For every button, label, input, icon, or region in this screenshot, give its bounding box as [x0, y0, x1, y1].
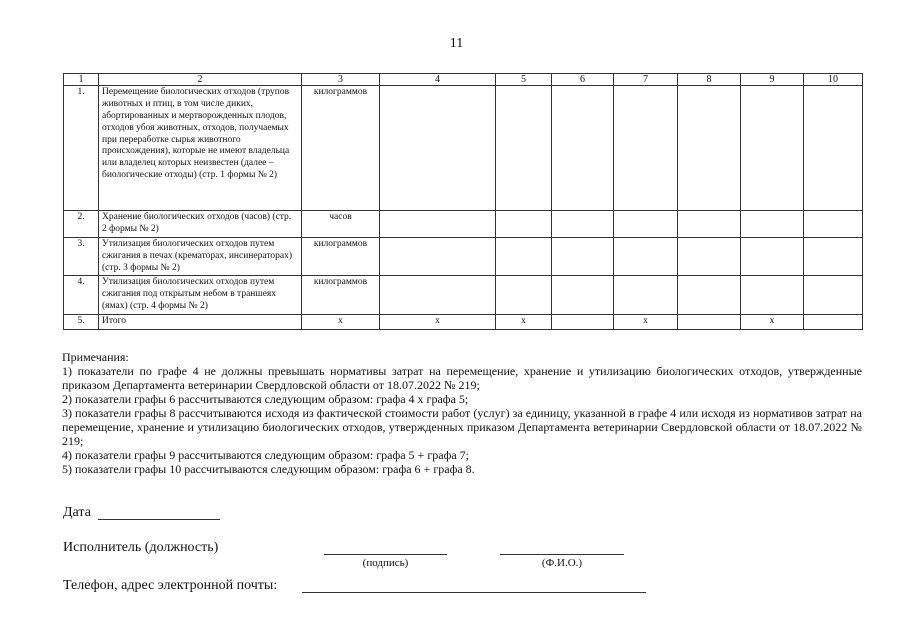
table-cell — [552, 276, 614, 315]
table-cell — [804, 315, 863, 330]
row-number: 5. — [64, 315, 99, 330]
table-cell — [614, 86, 678, 211]
note-item: 4) показатели графы 9 рассчитываются следующим образом: графа 5 + графа 7; — [62, 448, 470, 462]
table-cell — [380, 276, 496, 315]
row-number: 4. — [64, 276, 99, 315]
table-cell — [614, 276, 678, 315]
note-item: 3) показатели графы 8 рассчитываются исходя из фактической стоимости работ (услуг) за единицу, указанной в графе 4 или исходя из нормативов затрат на перемещение, хранение и утилизацию биологических отходов, утвержденных приказом Департамента ветеринарии Свердловской области от 18.07.2022 № 219; — [62, 406, 862, 448]
note-item: 2) показатели графы 6 рассчитываются следующим образом: графа 4 x графа 5; — [62, 392, 469, 406]
table-cell — [678, 315, 741, 330]
column-header: 9 — [741, 74, 804, 86]
column-header: 7 — [614, 74, 678, 86]
date-field[interactable] — [98, 505, 220, 520]
table-cell: x — [380, 315, 496, 330]
table-cell — [496, 86, 552, 211]
executor-label: Исполнитель (должность) — [63, 540, 219, 555]
row-unit: килограммов — [302, 276, 380, 315]
row-description: Утилизация биологических отходов путем сжигания под открытым небом в траншеях (ямах) (стр. 4 формы № 2) — [99, 276, 302, 315]
table-cell — [678, 86, 741, 211]
signature-caption: (подпись) — [362, 557, 409, 569]
table-cell — [741, 86, 804, 211]
table-cell — [614, 211, 678, 238]
table-cell — [552, 237, 614, 276]
name-caption: (Ф.И.О.) — [541, 557, 583, 569]
table-row — [64, 86, 863, 211]
table-row — [64, 237, 863, 276]
column-header: 3 — [302, 74, 380, 86]
table-cell: x — [741, 315, 804, 330]
table-cell — [741, 211, 804, 238]
note-item: 1) показатели по графе 4 не должны превышать нормативы затрат на перемещение, хранение и утилизацию биологических отходов, утвержденные приказом Департамента ветеринарии Свердловской области от 18.07.2022 № 219; — [62, 364, 862, 392]
date-label: Дата — [63, 505, 91, 520]
note-item: 5) показатели графы 10 рассчитываются следующим образом: графа 6 + графа 8. — [62, 462, 475, 476]
table-cell — [678, 237, 741, 276]
table-cell — [678, 276, 741, 315]
row-description: Хранение биологических отходов (часов) (стр. 2 формы № 2) — [99, 211, 302, 238]
table-header-row — [64, 74, 863, 86]
table-cell — [741, 237, 804, 276]
table-cell — [614, 237, 678, 276]
row-description: Перемещение биологических отходов (трупов животных и птиц, в том числе диких, абортированных и мертворожденных плодов, отходов убоя животных, отходов, получаемых при переработке сырья животного происхождения), которые не имеют владельца или владелец которых неизвестен (далее – биологические отходы) (стр. 1 формы № 2) — [99, 86, 302, 211]
table-cell — [552, 315, 614, 330]
column-header: 10 — [804, 74, 863, 86]
column-header: 1 — [64, 74, 99, 86]
row-number: 3. — [64, 237, 99, 276]
name-field[interactable] — [500, 540, 624, 555]
data-table — [63, 73, 863, 330]
table-cell: x — [496, 315, 552, 330]
notes-title: Примечания: — [62, 350, 129, 364]
row-description: Итого — [99, 315, 302, 330]
row-number: 1. — [64, 86, 99, 211]
page-number: 11 — [449, 36, 464, 51]
table-cell — [496, 237, 552, 276]
table-cell — [804, 211, 863, 238]
row-number: 2. — [64, 211, 99, 238]
table-cell — [380, 211, 496, 238]
row-unit: часов — [302, 211, 380, 238]
table-cell — [496, 276, 552, 315]
table-cell — [552, 211, 614, 238]
table-cell — [804, 237, 863, 276]
table-cell — [380, 86, 496, 211]
row-unit: x — [302, 315, 380, 330]
row-unit: килограммов — [302, 86, 380, 211]
row-unit: килограммов — [302, 237, 380, 276]
table-row — [64, 276, 863, 315]
column-header: 2 — [99, 74, 302, 86]
table-cell — [552, 86, 614, 211]
column-header: 6 — [552, 74, 614, 86]
table-row — [64, 211, 863, 238]
column-header: 5 — [496, 74, 552, 86]
contact-field[interactable] — [302, 578, 646, 593]
contact-label: Телефон, адрес электронной почты: — [63, 578, 278, 593]
column-header: 8 — [678, 74, 741, 86]
notes-section — [62, 350, 862, 476]
column-header: 4 — [380, 74, 496, 86]
signature-field[interactable] — [324, 540, 447, 555]
table-cell — [380, 237, 496, 276]
row-description: Утилизация биологических отходов путем сжигания в печах (крематорах, инсинераторах) (стр. 3 формы № 2) — [99, 237, 302, 276]
table-row-total — [64, 315, 863, 330]
table-cell — [804, 276, 863, 315]
table-cell — [496, 211, 552, 238]
table-cell — [678, 211, 741, 238]
table-cell — [741, 276, 804, 315]
table-cell: x — [614, 315, 678, 330]
table-cell — [804, 86, 863, 211]
